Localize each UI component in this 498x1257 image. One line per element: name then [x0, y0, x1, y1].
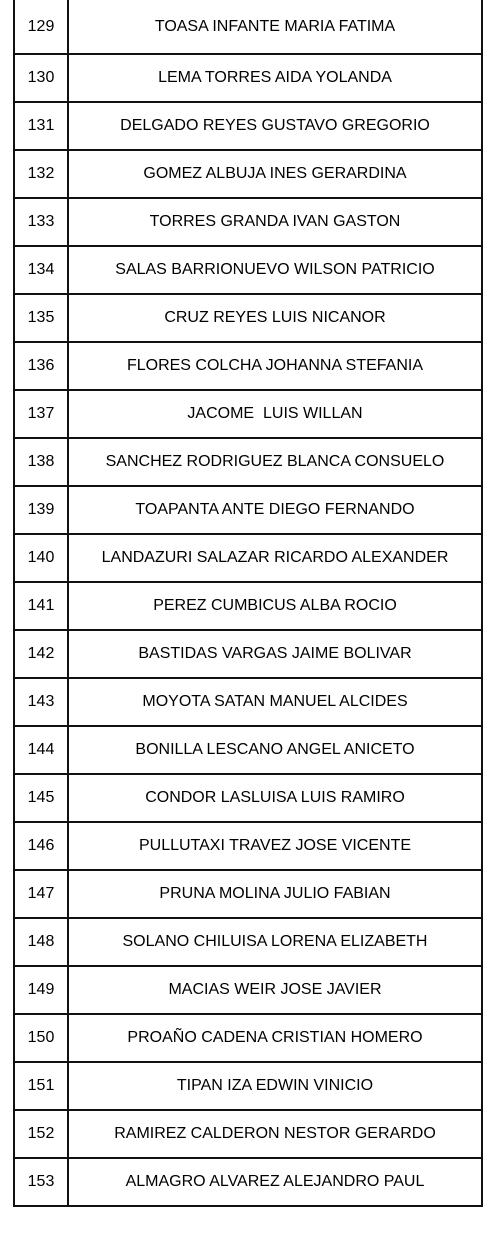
person-name: JACOME LUIS WILLAN	[68, 390, 482, 438]
row-number: 150	[14, 1014, 68, 1062]
table-row	[14, 822, 482, 870]
person-name: TOASA INFANTE MARIA FATIMA	[68, 0, 482, 54]
table-row	[14, 0, 482, 54]
table-row	[14, 1062, 482, 1110]
table-row	[14, 390, 482, 438]
person-name: BONILLA LESCANO ANGEL ANICETO	[68, 726, 482, 774]
row-number: 138	[14, 438, 68, 486]
table-row	[14, 1014, 482, 1062]
table-row	[14, 342, 482, 390]
row-number: 140	[14, 534, 68, 582]
person-name: TIPAN IZA EDWIN VINICIO	[68, 1062, 482, 1110]
row-number: 134	[14, 246, 68, 294]
table-row	[14, 294, 482, 342]
row-number: 145	[14, 774, 68, 822]
person-name: BASTIDAS VARGAS JAIME BOLIVAR	[68, 630, 482, 678]
person-name: PULLUTAXI TRAVEZ JOSE VICENTE	[68, 822, 482, 870]
table-row	[14, 774, 482, 822]
row-number: 146	[14, 822, 68, 870]
table-row	[14, 870, 482, 918]
table-row	[14, 678, 482, 726]
row-number: 136	[14, 342, 68, 390]
person-name: PROAÑO CADENA CRISTIAN HOMERO	[68, 1014, 482, 1062]
table-row	[14, 582, 482, 630]
person-name: SOLANO CHILUISA LORENA ELIZABETH	[68, 918, 482, 966]
person-name: LANDAZURI SALAZAR RICARDO ALEXANDER	[68, 534, 482, 582]
table-row	[14, 150, 482, 198]
row-number: 144	[14, 726, 68, 774]
person-name: PRUNA MOLINA JULIO FABIAN	[68, 870, 482, 918]
table-row	[14, 246, 482, 294]
person-name: TOAPANTA ANTE DIEGO FERNANDO	[68, 486, 482, 534]
table-row	[14, 54, 482, 102]
row-number: 137	[14, 390, 68, 438]
row-number: 131	[14, 102, 68, 150]
row-number: 130	[14, 54, 68, 102]
person-name: PEREZ CUMBICUS ALBA ROCIO	[68, 582, 482, 630]
table-row	[14, 486, 482, 534]
person-name: LEMA TORRES AIDA YOLANDA	[68, 54, 482, 102]
table-row	[14, 198, 482, 246]
row-number: 132	[14, 150, 68, 198]
row-number: 153	[14, 1158, 68, 1206]
person-name: MACIAS WEIR JOSE JAVIER	[68, 966, 482, 1014]
person-name: DELGADO REYES GUSTAVO GREGORIO	[68, 102, 482, 150]
table-row	[14, 1158, 482, 1206]
person-name: RAMIREZ CALDERON NESTOR GERARDO	[68, 1110, 482, 1158]
table-row	[14, 1110, 482, 1158]
names-table	[13, 0, 483, 1207]
person-name: CONDOR LASLUISA LUIS RAMIRO	[68, 774, 482, 822]
table-row	[14, 918, 482, 966]
names-table-container	[13, 0, 481, 1207]
row-number: 147	[14, 870, 68, 918]
row-number: 139	[14, 486, 68, 534]
row-number: 135	[14, 294, 68, 342]
person-name: SANCHEZ RODRIGUEZ BLANCA CONSUELO	[68, 438, 482, 486]
row-number: 152	[14, 1110, 68, 1158]
row-number: 149	[14, 966, 68, 1014]
row-number: 133	[14, 198, 68, 246]
person-name: MOYOTA SATAN MANUEL ALCIDES	[68, 678, 482, 726]
row-number: 129	[14, 0, 68, 54]
person-name: TORRES GRANDA IVAN GASTON	[68, 198, 482, 246]
row-number: 148	[14, 918, 68, 966]
person-name: CRUZ REYES LUIS NICANOR	[68, 294, 482, 342]
person-name: FLORES COLCHA JOHANNA STEFANIA	[68, 342, 482, 390]
person-name: GOMEZ ALBUJA INES GERARDINA	[68, 150, 482, 198]
table-row	[14, 102, 482, 150]
person-name: ALMAGRO ALVAREZ ALEJANDRO PAUL	[68, 1158, 482, 1206]
table-row	[14, 630, 482, 678]
row-number: 143	[14, 678, 68, 726]
table-row	[14, 534, 482, 582]
person-name: SALAS BARRIONUEVO WILSON PATRICIO	[68, 246, 482, 294]
row-number: 142	[14, 630, 68, 678]
row-number: 151	[14, 1062, 68, 1110]
names-table-body	[14, 0, 482, 1206]
table-row	[14, 966, 482, 1014]
table-row	[14, 438, 482, 486]
table-row	[14, 726, 482, 774]
row-number: 141	[14, 582, 68, 630]
